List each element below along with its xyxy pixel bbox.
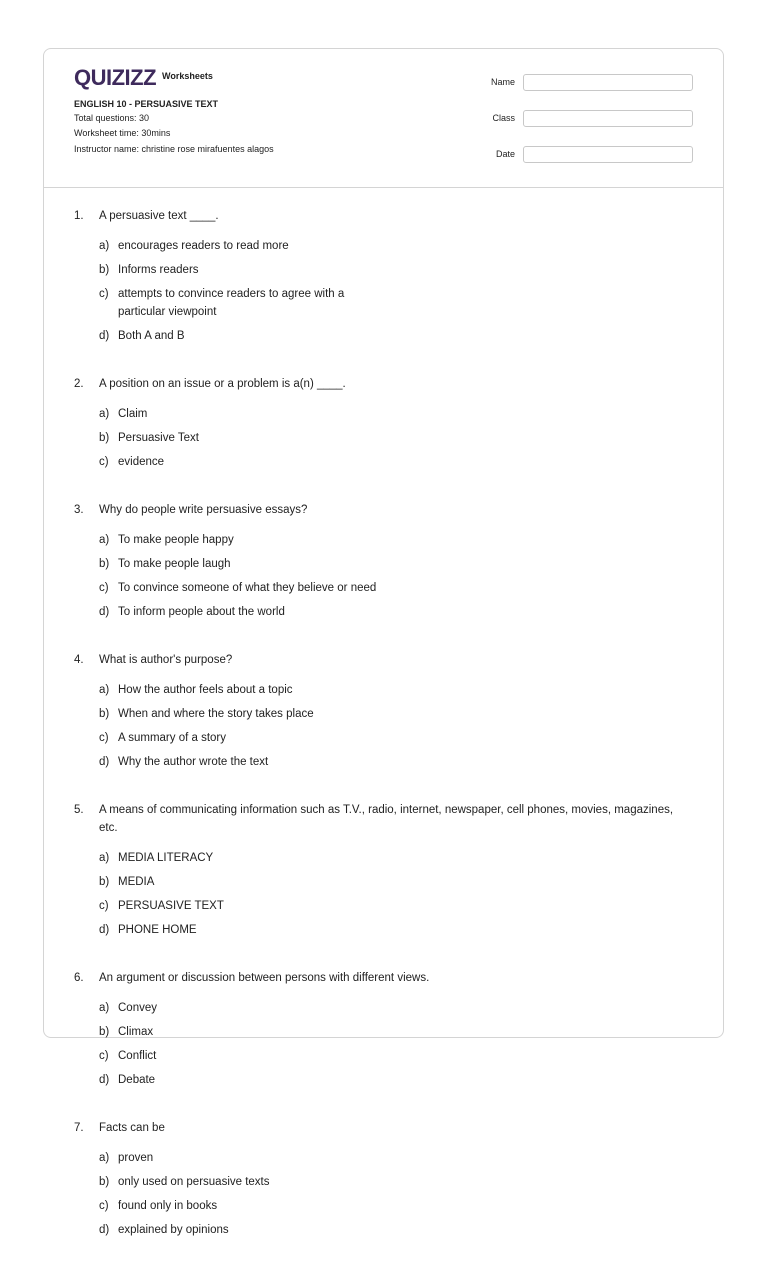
question-list	[74, 207, 694, 1269]
option-text: Both A and B	[118, 330, 185, 342]
answer-options	[99, 999, 694, 1095]
answer-option	[99, 1047, 400, 1065]
answer-option	[99, 999, 400, 1017]
answer-option	[99, 753, 400, 771]
date-label: Date	[495, 149, 515, 159]
answer-option	[99, 555, 400, 573]
answer-option	[99, 873, 400, 891]
option-letter: c)	[99, 732, 109, 744]
question-text: What is author's purpose?	[99, 654, 233, 666]
option-text: Conflict	[118, 1050, 157, 1062]
question	[74, 207, 694, 351]
option-text: How the author feels about a topic	[118, 684, 293, 696]
option-letter: c)	[99, 1200, 109, 1212]
option-letter: c)	[99, 900, 109, 912]
answer-option	[99, 579, 400, 597]
option-text: MEDIA	[118, 876, 155, 888]
class-label: Class	[492, 113, 515, 123]
question-text: Facts can be	[99, 1122, 165, 1134]
answer-option	[99, 285, 400, 321]
question-stem	[74, 501, 694, 519]
option-letter: c)	[99, 582, 109, 594]
question-stem	[74, 969, 694, 987]
option-text: explained by opinions	[118, 1224, 229, 1236]
answer-option	[99, 1023, 400, 1041]
answer-option	[99, 897, 400, 915]
option-text: Debate	[118, 1074, 156, 1086]
question-text: A means of communicating information such as T.V., radio, internet, newspaper, cell phones, movies, magazines, etc.	[99, 804, 674, 834]
option-text: A summary of a story	[118, 732, 227, 744]
option-text: To make people happy	[118, 534, 234, 546]
option-letter: d)	[99, 1224, 110, 1236]
question-stem	[74, 801, 694, 837]
option-letter: a)	[99, 534, 110, 546]
option-letter: b)	[99, 432, 110, 444]
question	[74, 375, 694, 477]
answer-option	[99, 1071, 400, 1089]
option-letter: d)	[99, 1074, 110, 1086]
option-text: PHONE HOME	[118, 924, 197, 936]
answer-option	[99, 1197, 400, 1215]
option-letter: a)	[99, 240, 110, 252]
answer-option	[99, 1149, 400, 1167]
option-text: proven	[118, 1152, 154, 1164]
option-letter: a)	[99, 1002, 110, 1014]
question	[74, 801, 694, 945]
answer-option	[99, 921, 400, 939]
option-letter: c)	[99, 288, 109, 300]
question-number: 5.	[74, 804, 84, 816]
option-letter: c)	[99, 456, 109, 468]
question-stem	[74, 1119, 694, 1137]
question-number: 3.	[74, 504, 84, 516]
question	[74, 651, 694, 777]
question-text: A persuasive text ____.	[99, 210, 219, 222]
answer-options	[99, 405, 694, 477]
option-letter: a)	[99, 408, 110, 420]
option-text: Why the author wrote the text	[118, 756, 269, 768]
question	[74, 501, 694, 627]
answer-options	[99, 849, 694, 945]
option-text: To make people laugh	[118, 558, 231, 570]
option-letter: b)	[99, 1176, 110, 1188]
answer-options	[99, 531, 694, 627]
question-number: 7.	[74, 1122, 84, 1134]
option-text: Climax	[118, 1026, 154, 1038]
option-text: To inform people about the world	[118, 606, 285, 618]
answer-option	[99, 429, 400, 447]
date-field[interactable]	[523, 146, 693, 163]
name-field[interactable]	[523, 74, 693, 91]
worksheet-title: ENGLISH 10 - PERSUASIVE TEXT	[74, 99, 219, 109]
option-text: Persuasive Text	[118, 432, 199, 444]
option-letter: b)	[99, 264, 110, 276]
option-text: found only in books	[118, 1200, 218, 1212]
answer-option	[99, 531, 400, 549]
option-letter: d)	[99, 330, 110, 342]
option-letter: d)	[99, 756, 110, 768]
answer-option	[99, 1173, 400, 1191]
option-letter: b)	[99, 708, 110, 720]
answer-options	[99, 1149, 694, 1245]
name-label: Name	[490, 77, 515, 87]
worksheet-time: Worksheet time: 30mins	[74, 128, 171, 138]
option-text: PERSUASIVE TEXT	[118, 900, 224, 912]
question-number: 2.	[74, 378, 84, 390]
option-letter: c)	[99, 1050, 109, 1062]
option-text: Claim	[118, 408, 148, 420]
question-stem	[74, 651, 694, 669]
question	[74, 969, 694, 1095]
answer-option	[99, 729, 400, 747]
answer-option	[99, 261, 400, 279]
option-letter: b)	[99, 558, 110, 570]
option-letter: a)	[99, 1152, 110, 1164]
option-text: evidence	[118, 456, 165, 468]
option-text: attempts to convince readers to agree with a particular viewpoint	[118, 288, 345, 318]
answer-option	[99, 603, 400, 621]
worksheet-page	[43, 48, 724, 1236]
option-text: Convey	[118, 1002, 157, 1014]
brand	[74, 65, 213, 91]
option-text: When and where the story takes place	[118, 708, 314, 720]
answer-option	[99, 237, 400, 255]
answer-option	[99, 327, 400, 345]
question	[74, 1119, 694, 1245]
option-letter: a)	[99, 684, 110, 696]
option-letter: d)	[99, 924, 110, 936]
brand-subtitle: Worksheets	[162, 71, 213, 81]
question-number: 6.	[74, 972, 84, 984]
question-text: Why do people write persuasive essays?	[99, 504, 308, 516]
answer-option	[99, 405, 400, 423]
worksheet-header	[44, 49, 723, 188]
answer-option	[99, 705, 400, 723]
answer-option	[99, 849, 400, 867]
option-text: Informs readers	[118, 264, 199, 276]
option-letter: a)	[99, 852, 110, 864]
answer-option	[99, 681, 400, 699]
question-stem	[74, 375, 694, 393]
option-letter: d)	[99, 606, 110, 618]
option-text: To convince someone of what they believe or need	[118, 582, 377, 594]
instructor-name: Instructor name: christine rose mirafuentes alagos	[74, 144, 274, 154]
option-text: only used on persuasive texts	[118, 1176, 270, 1188]
option-text: encourages readers to read more	[118, 240, 289, 252]
total-questions: Total questions: 30	[74, 113, 150, 123]
answer-option	[99, 1221, 400, 1239]
option-text: MEDIA LITERACY	[118, 852, 214, 864]
option-letter: b)	[99, 876, 110, 888]
answer-option	[99, 453, 400, 471]
question-text: An argument or discussion between persons with different views.	[99, 972, 430, 984]
answer-options	[99, 237, 694, 351]
question-text: A position on an issue or a problem is a(n) ____.	[99, 378, 346, 390]
quizizz-logo: QUIZIZZ	[74, 65, 157, 90]
question-stem	[74, 207, 694, 225]
question-number: 1.	[74, 210, 84, 222]
option-letter: b)	[99, 1026, 110, 1038]
answer-options	[99, 681, 694, 777]
question-number: 4.	[74, 654, 84, 666]
class-field[interactable]	[523, 110, 693, 127]
